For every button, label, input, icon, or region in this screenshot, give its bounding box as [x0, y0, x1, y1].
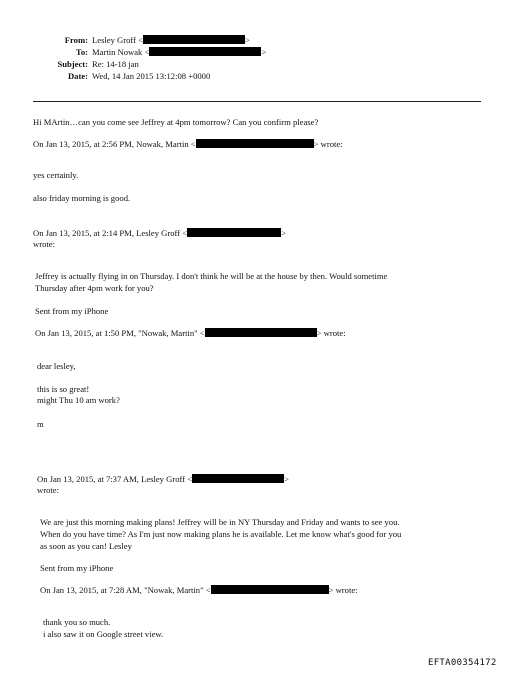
body-line: as soon as you can! Lesley — [40, 541, 132, 551]
redaction-bar — [192, 474, 284, 483]
to-label: To: — [75, 47, 88, 57]
body-line: might Thu 10 am work? — [37, 395, 120, 405]
signature-line: Sent from my iPhone — [35, 306, 109, 316]
header-divider — [33, 101, 481, 102]
body-line: this is so great! — [37, 384, 90, 394]
body-line: yes certainly. — [33, 170, 79, 180]
quote-header: On Jan 13, 2015, at 7:28 AM, "Nowak, Martin" < > wrote: — [40, 585, 358, 595]
quote-header: On Jan 13, 2015, at 2:14 PM, Lesley Groff < > — [33, 228, 286, 238]
signature-line: Sent from my iPhone — [40, 563, 114, 573]
bates-number: EFTA00354172 — [428, 658, 497, 668]
date-label: Date: — [67, 71, 88, 81]
redaction-bar — [187, 228, 281, 237]
body-line: Jeffrey is actually flying in on Thursday. I don't think he will be at the house by then. Would sometime — [35, 271, 388, 281]
body-line: Thursday after 4pm work for you? — [35, 283, 154, 293]
subject-label: Subject: — [57, 59, 88, 69]
redaction-bar — [149, 47, 261, 56]
body-line: thank you so much. — [43, 617, 111, 627]
date-value: Wed, 14 Jan 2015 13:12:08 +0000 — [92, 71, 211, 81]
from-value: Lesley Groff < > — [92, 35, 250, 45]
body-line: i also saw it on Google street view. — [43, 629, 164, 639]
redaction-bar — [196, 139, 314, 148]
body-line: dear lesley, — [37, 361, 76, 371]
quote-header: On Jan 13, 2015, at 1:50 PM, "Nowak, Martin" < > wrote: — [35, 328, 346, 338]
quote-header: On Jan 13, 2015, at 7:37 AM, Lesley Groff < > — [37, 474, 289, 484]
quote-header-cont: wrote: — [37, 485, 59, 495]
subject-value: Re: 14-18 jan — [92, 59, 139, 69]
quote-header-cont: wrote: — [33, 239, 55, 249]
quote-header: On Jan 13, 2015, at 2:56 PM, Nowak, Martin < > wrote: — [33, 139, 343, 149]
body-line: also friday morning is good. — [33, 193, 131, 203]
redaction-bar — [143, 35, 245, 44]
body-line: We are just this morning making plans! Jeffrey will be in NY Thursday and Friday and wants to see you. — [40, 517, 400, 527]
redaction-bar — [205, 328, 317, 337]
body-line: Hi MArtin…can you come see Jeffrey at 4pm tomorrow? Can you confirm please? — [33, 117, 319, 127]
redaction-bar — [211, 585, 329, 594]
from-label: From: — [64, 35, 88, 45]
to-value: Martin Nowak < > — [92, 47, 267, 57]
body-line: m — [37, 419, 44, 429]
body-line: When do you have time? As I'm just now making plans he is available. Let me know what's good for you — [40, 529, 402, 539]
